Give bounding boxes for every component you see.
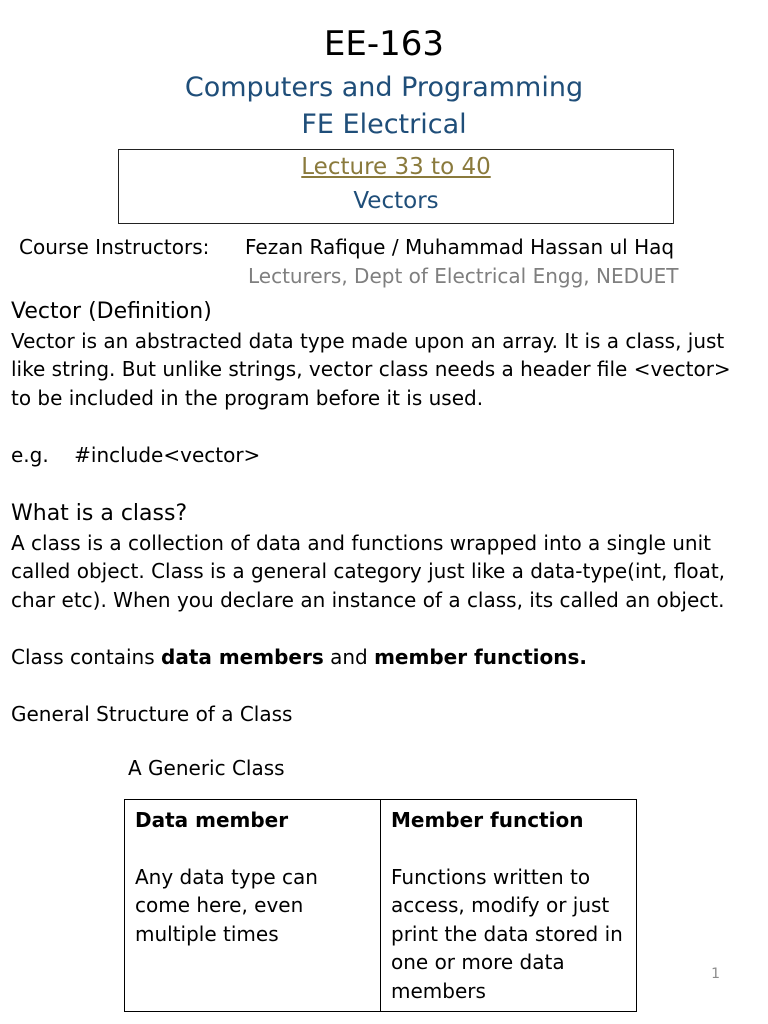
class-heading: What is a class? [11,501,188,526]
member-function-body: Functions written to access, modify or just print the data stored in one or more data members [391,864,623,1003]
data-member-cell [125,800,381,1012]
vector-heading: Vector (Definition) [11,299,212,324]
lecture-box [118,149,674,224]
class-section [11,500,761,728]
class-definition-line: A class is a collection of data and functions wrapped into a single unit [11,530,711,555]
class-definition-line: char etc). When you declare an instance of a class, its called an object. [11,587,725,612]
member-function-cell [381,800,637,1012]
vector-definition-line: Vector is an abstracted data type made upon an array. It is a class, just [11,328,725,353]
include-example: e.g. #include<vector> [11,442,261,467]
program-name: FE Electrical [301,109,467,140]
page-number: 1 [711,966,720,982]
document-title: EE-163 [323,24,445,64]
structure-label: General Structure of a Class [11,701,293,726]
class-contains-text: Class contains data members and member functions. [11,644,587,669]
vector-section [11,298,761,469]
lecture-range-link[interactable]: Lecture 33 to 40 [301,154,491,180]
data-member-header: Data member [135,808,289,832]
generic-class-label: A Generic Class [128,756,285,780]
class-definition-line: called object. Class is a general category just like a data-type(int, float, [11,559,726,583]
member-function-header: Member function [391,808,584,832]
data-member-body: Any data type can come here, even multiple times [135,864,318,946]
generic-class-table [124,799,637,1012]
lecture-topic: Vectors [353,188,439,214]
instructors-label: Course Instructors: [19,235,210,259]
vector-definition-line: like string. But unlike strings, vector class needs a header file <vector> [11,357,731,381]
instructors-affiliation: Lecturers, Dept of Electrical Engg, NEDUET [248,264,679,288]
course-name: Computers and Programming [184,72,584,103]
vector-definition-line: to be included in the program before it is used. [11,385,484,410]
instructors-names: Fezan Rafique / Muhammad Hassan ul Haq [245,235,675,259]
